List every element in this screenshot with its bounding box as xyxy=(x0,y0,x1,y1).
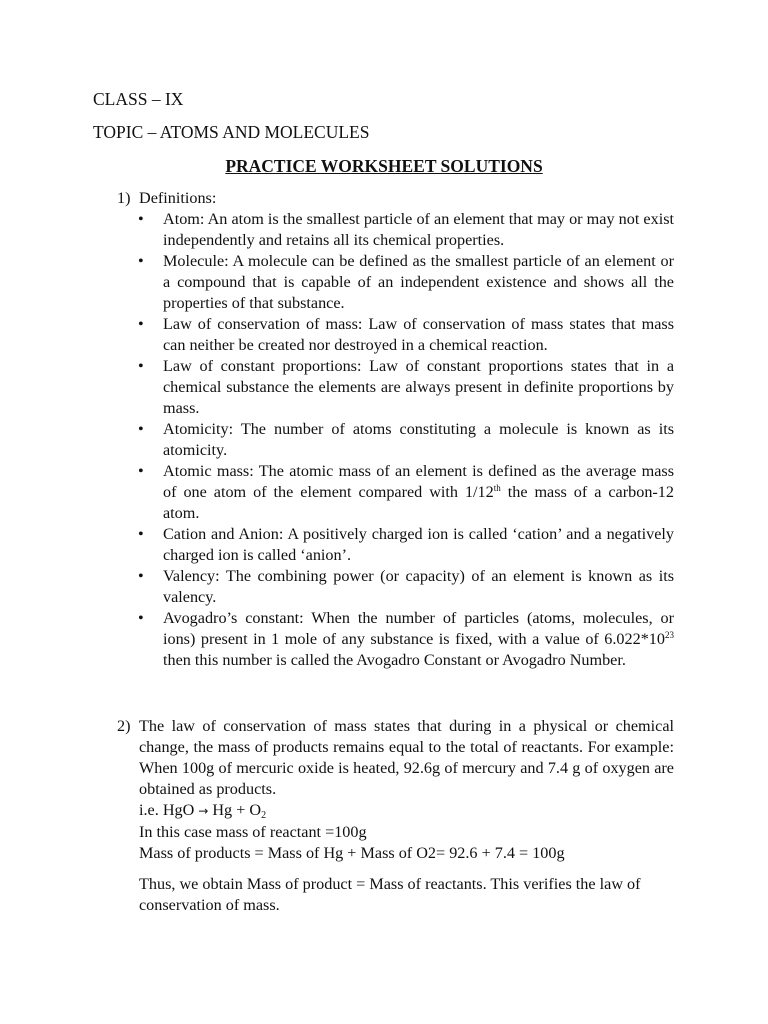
reactant-mass-line: In this case mass of reactant =100g xyxy=(139,823,367,841)
definition-text: Atomicity: The number of atoms constituting a molecule is known as its atomicity. xyxy=(163,420,674,459)
definition-text-continued: the mass of a carbon-12 atom. xyxy=(163,483,674,522)
question-1-heading xyxy=(117,188,677,209)
equation-products: Hg + O xyxy=(212,801,262,819)
conclusion-text: Thus, we obtain Mass of product = Mass of reactants. This verifies the law of conservation of mass. xyxy=(139,875,641,914)
products-mass-line: Mass of products = Mass of Hg + Mass of O2= 92.6 + 7.4 = 100g xyxy=(139,844,565,862)
bullet-icon: • xyxy=(138,315,144,333)
bullet-icon: • xyxy=(138,462,144,480)
superscript: th xyxy=(493,483,501,493)
bullet-icon: • xyxy=(138,525,144,543)
bullet-icon: • xyxy=(138,420,144,438)
spacer xyxy=(139,864,674,874)
topic-heading: TOPIC – ATOMS AND MOLECULES xyxy=(93,122,370,142)
bullet-icon: • xyxy=(138,252,144,270)
definition-valency xyxy=(117,566,674,608)
subscript: 2 xyxy=(261,810,267,821)
definition-atomicity xyxy=(117,419,674,461)
chemical-equation xyxy=(139,800,674,822)
question-2-body xyxy=(117,716,674,916)
question-number: 1) xyxy=(117,189,131,207)
definition-cation-anion xyxy=(117,524,674,566)
equation-reactant: i.e. HgO xyxy=(139,801,195,819)
definitions-list xyxy=(117,209,677,671)
bullet-icon: • xyxy=(138,567,144,585)
definition-text: Cation and Anion: A positively charged ion is called ‘cation’ and a negatively charged ion is called ‘anion’. xyxy=(163,525,674,564)
superscript: 23 xyxy=(665,630,674,640)
question-1 xyxy=(117,188,677,671)
question-1-title: Definitions: xyxy=(139,189,217,207)
definition-text: Law of constant proportions: Law of constant proportions states that in a chemical substance the elements are always present in definite proportions by mass. xyxy=(163,357,674,417)
definition-molecule xyxy=(117,251,674,314)
bullet-icon: • xyxy=(138,210,144,228)
bullet-icon: • xyxy=(138,609,144,627)
answer-paragraph: The law of conservation of mass states that during in a physical or chemical change, the mass of products remains equal to the total of reactants. For example: When 100g of mercuric oxide is heated, 92.6g of mercury and 7.4 g of oxygen are obtained as products. xyxy=(139,717,674,798)
definition-text: Atomic mass: The atomic mass of an element is defined as the average mass of one atom of the element compared with 1/12 xyxy=(163,462,674,501)
definition-text: Avogadro’s constant: When the number of particles (atoms, molecules, or ions) present in 1 mole of any substance is fixed, with a value of 6.022*10 xyxy=(163,609,674,648)
definition-text: Valency: The combining power (or capacity) of an element is known as its valency. xyxy=(163,567,674,606)
question-2 xyxy=(117,716,677,916)
definition-text: Atom: An atom is the smallest particle of an element that may or may not exist independently and retains all its chemical properties. xyxy=(163,210,674,249)
definition-constant-proportions xyxy=(117,356,674,419)
bullet-icon: • xyxy=(138,357,144,375)
definition-text: Law of conservation of mass: Law of conservation of mass states that mass can neither be created nor destroyed in a chemical reaction. xyxy=(163,315,674,354)
question-number: 2) xyxy=(117,717,131,735)
definition-avogadro xyxy=(117,608,674,671)
definition-conservation-of-mass xyxy=(117,314,674,356)
definition-atom xyxy=(117,209,674,251)
definition-atomic-mass xyxy=(117,461,674,524)
definition-text-continued: then this number is called the Avogadro Constant or Avogadro Number. xyxy=(163,651,626,669)
arrow-icon: → xyxy=(198,804,209,818)
class-heading: CLASS – IX xyxy=(93,89,184,109)
worksheet-title: PRACTICE WORKSHEET SOLUTIONS xyxy=(225,156,543,176)
definition-text: Molecule: A molecule can be defined as the smallest particle of an element or a compound that is capable of an independent existence and shows all the properties of that substance. xyxy=(163,252,674,312)
